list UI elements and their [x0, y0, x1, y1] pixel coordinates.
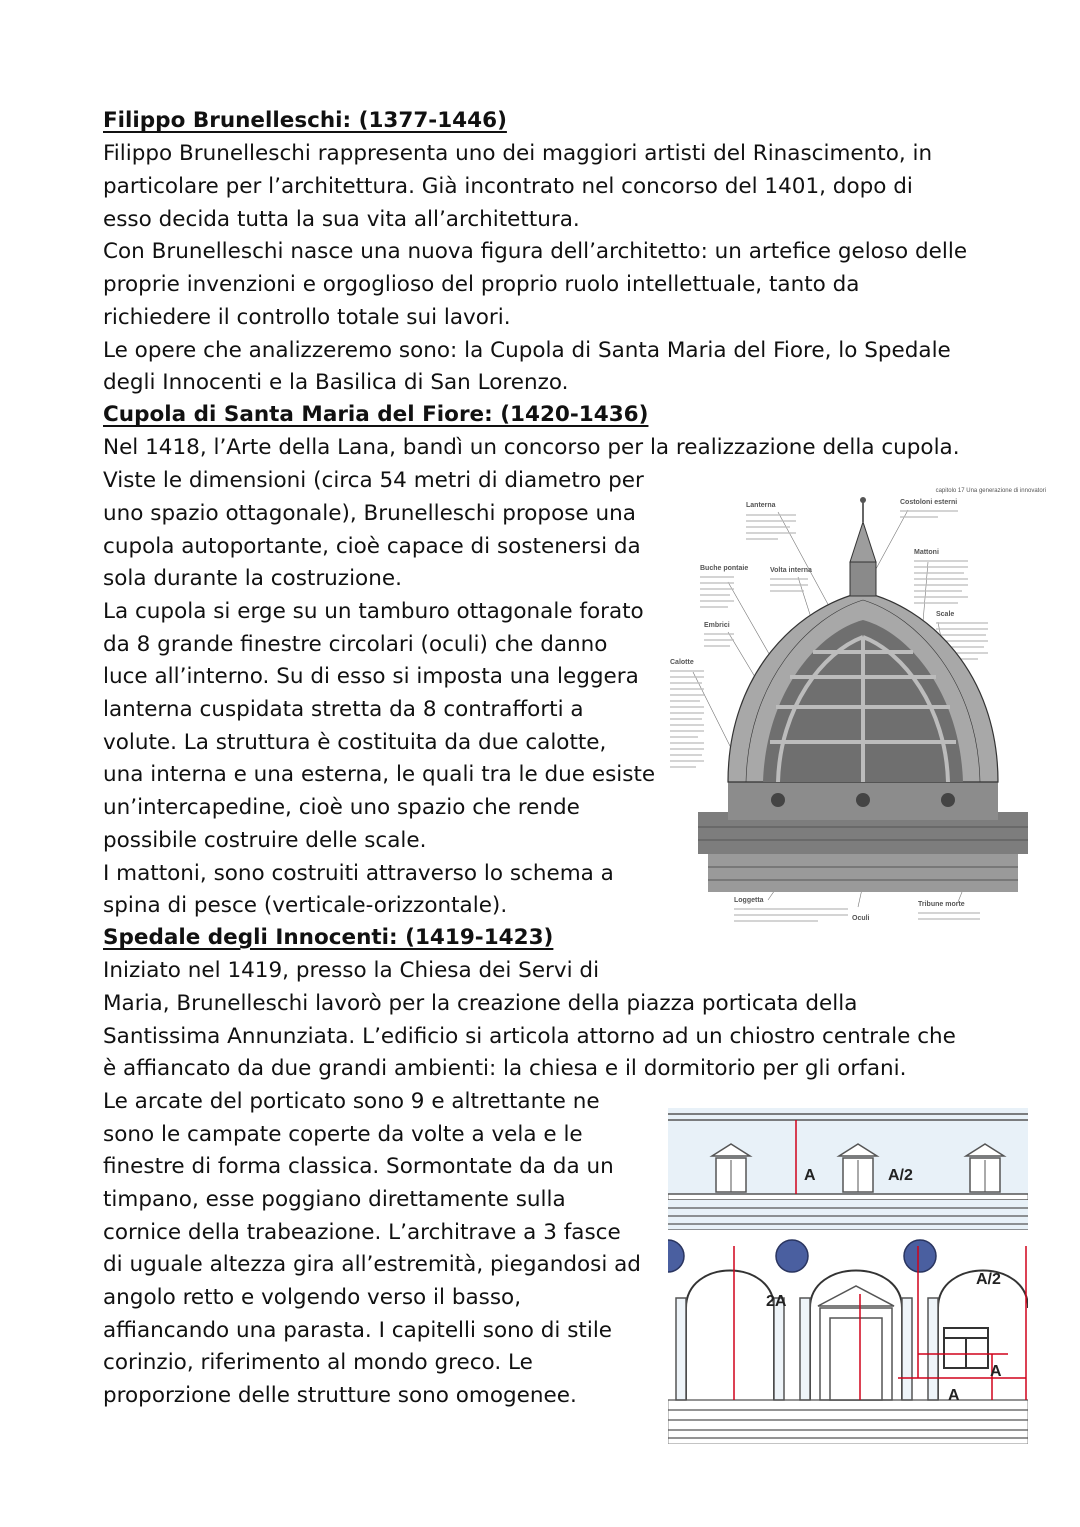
- paragraph-line: luce all’interno. Su di esso si imposta una leggera: [103, 664, 639, 689]
- paragraph-line: Viste le dimensioni (circa 54 metri di diametro per: [103, 468, 644, 493]
- label-loggetta: Loggetta: [734, 897, 764, 904]
- paragraph-line: esso decida tutta la sua vita all’architettura.: [103, 207, 580, 232]
- facade-proportion-diagram: [668, 1108, 1028, 1444]
- paragraph-line: uno spazio ottagonale), Brunelleschi propose una: [103, 501, 636, 526]
- paragraph-line: timpano, esse poggiano direttamente sulla: [103, 1187, 566, 1212]
- paragraph-line: un’intercapedine, cioè uno spazio che rende: [103, 795, 580, 820]
- dome-cutaway-illustration: [668, 482, 1046, 928]
- paragraph-line: Santissima Annunziata. L’edificio si articola attorno ad un chiostro centrale che: [103, 1024, 956, 1049]
- label-a-half-right: A/2: [976, 1271, 1001, 1288]
- heading-spedale: Spedale degli Innocenti: (1419-1423): [103, 925, 554, 950]
- label-a-bottom: A: [948, 1387, 960, 1404]
- label-a-half-top: A/2: [888, 1167, 913, 1184]
- label-lanterna: Lanterna: [746, 502, 776, 509]
- paragraph-line: Le arcate del porticato sono 9 e altrettante ne: [103, 1089, 600, 1114]
- paragraph-line: richiedere il controllo totale sui lavori.: [103, 305, 511, 330]
- heading-brunelleschi: Filippo Brunelleschi: (1377-1446): [103, 108, 507, 133]
- paragraph-line: sono le campate coperte da volte a vela e le: [103, 1122, 583, 1147]
- paragraph-line: proporzione delle strutture sono omogenee.: [103, 1383, 577, 1408]
- paragraph-line: sola durante la costruzione.: [103, 566, 402, 591]
- label-volta: Volta interna: [770, 567, 812, 574]
- paragraph-line: di uguale altezza gira all’estremità, piegandosi ad: [103, 1252, 641, 1277]
- paragraph-line: proprie invenzioni e orgoglioso del proprio ruolo intellettuale, tanto da: [103, 272, 860, 297]
- paragraph-line: cupola autoportante, cioè capace di sostenersi da: [103, 534, 641, 559]
- central-door: [818, 1286, 894, 1400]
- paragraph-line: è affiancato da due grandi ambienti: la chiesa e il dormitorio per gli orfani.: [103, 1056, 907, 1081]
- label-calotte: Calotte: [670, 659, 694, 666]
- label-a-top: A: [804, 1167, 816, 1184]
- paragraph-line: Nel 1418, l’Arte della Lana, bandì un concorso per la realizzazione della cupola.: [103, 435, 960, 460]
- paragraph-line: La cupola si erge su un tamburo ottagonale forato: [103, 599, 644, 624]
- paragraph-line: Le opere che analizzeremo sono: la Cupola di Santa Maria del Fiore, lo Spedale: [103, 338, 951, 363]
- paragraph-line: Filippo Brunelleschi rappresenta uno dei maggiori artisti del Rinascimento, in: [103, 141, 933, 166]
- paragraph-line: spina di pesce (verticale-orizzontale).: [103, 893, 508, 918]
- paragraph-line: I mattoni, sono costruiti attraverso lo schema a: [103, 861, 614, 886]
- paragraph-line: particolare per l’architettura. Già incontrato nel concorso del 1401, dopo di: [103, 174, 913, 199]
- paragraph-line: una interna e una esterna, le quali tra le due esiste: [103, 762, 656, 787]
- paragraph-line: Con Brunelleschi nasce una nuova figura dell’architetto: un artefice geloso delle: [103, 239, 968, 264]
- paragraph-line: corinzio, riferimento al mondo greco. Le: [103, 1350, 533, 1375]
- figure-caption: capitolo 17 Una generazione di innovatori: [935, 488, 1046, 494]
- label-embrici: Embrici: [704, 622, 730, 629]
- label-a-right: A: [990, 1363, 1002, 1380]
- paragraph-line: possibile costruire delle scale.: [103, 828, 427, 853]
- label-oculi: Oculi: [852, 915, 870, 922]
- label-scale: Scale: [936, 611, 955, 618]
- paragraph-line: affiancando una parasta. I capitelli sono di stile: [103, 1318, 613, 1343]
- paragraph-line: Iniziato nel 1419, presso la Chiesa dei Servi di: [103, 958, 600, 983]
- paragraph-line: degli Innocenti e la Basilica di San Lorenzo.: [103, 370, 569, 395]
- paragraph-line: angolo retto e volgendo verso il basso,: [103, 1285, 522, 1310]
- label-tribune: Tribune morte: [918, 901, 965, 908]
- label-mattoni: Mattoni: [914, 549, 939, 556]
- heading-cupola: Cupola di Santa Maria del Fiore: (1420-1436): [103, 402, 649, 427]
- paragraph-line: da 8 grande finestre circolari (oculi) che danno: [103, 632, 608, 657]
- paragraph-line: cornice della trabeazione. L’architrave a 3 fasce: [103, 1220, 621, 1245]
- paragraph-line: volute. La struttura è costituita da due calotte,: [103, 730, 607, 755]
- paragraph-line: finestre di forma classica. Sormontate da da un: [103, 1154, 614, 1179]
- paragraph-line: lanterna cuspidata stretta da 8 contrafforti a: [103, 697, 584, 722]
- label-costoloni: Costoloni esterni: [900, 499, 958, 506]
- paragraph-line: Maria, Brunelleschi lavorò per la creazione della piazza porticata della: [103, 991, 858, 1016]
- label-buche: Buche pontaie: [700, 565, 749, 572]
- label-2a: 2A: [766, 1293, 787, 1310]
